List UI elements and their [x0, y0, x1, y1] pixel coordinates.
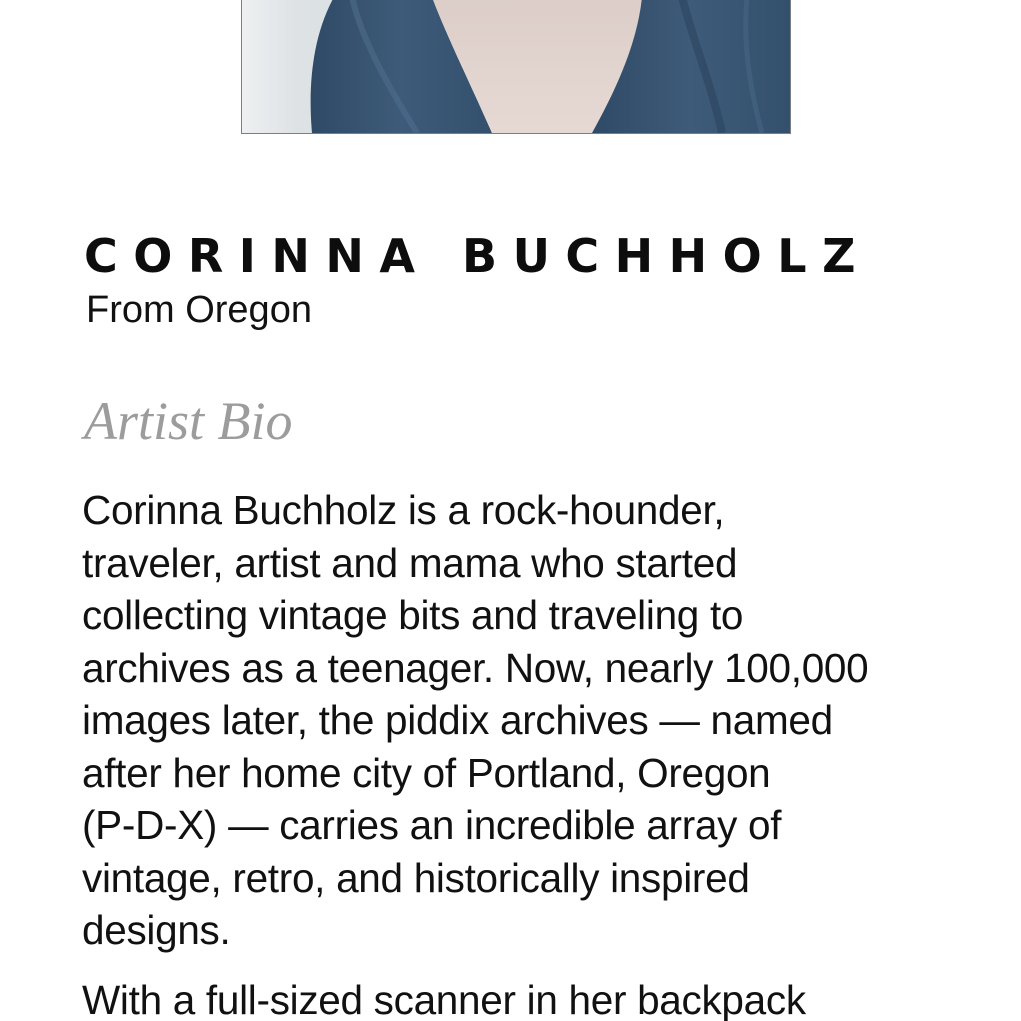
paragraph-spacer	[82, 957, 942, 974]
bio-line: archives as a teenager. Now, nearly 100,000	[82, 644, 869, 691]
portrait-image	[242, 0, 790, 133]
artist-origin: From Oregon	[86, 289, 312, 331]
bio-line: collecting vintage bits and traveling to	[82, 592, 744, 638]
artist-name: CORINNA BUCHHOLZ	[84, 229, 871, 283]
bio-line: after her home city of Portland, Oregon	[82, 749, 771, 796]
artist-bio-heading: Artist Bio	[84, 391, 293, 451]
bio-line: Corinna Buchholz is a rock-hounder,	[82, 487, 725, 533]
bio-line: traveler, artist and mama who started	[82, 539, 738, 586]
artist-bio-text	[82, 484, 942, 1021]
bio-line: With a full-sized scanner in her backpack	[82, 976, 806, 1021]
bio-line: (P-D-X) — carries an incredible array of	[82, 802, 782, 848]
artist-portrait-photo	[241, 0, 791, 134]
bio-line: designs.	[82, 907, 231, 953]
bio-line: images later, the piddix archives — named	[82, 697, 833, 743]
bio-line: vintage, retro, and historically inspired	[82, 854, 750, 901]
